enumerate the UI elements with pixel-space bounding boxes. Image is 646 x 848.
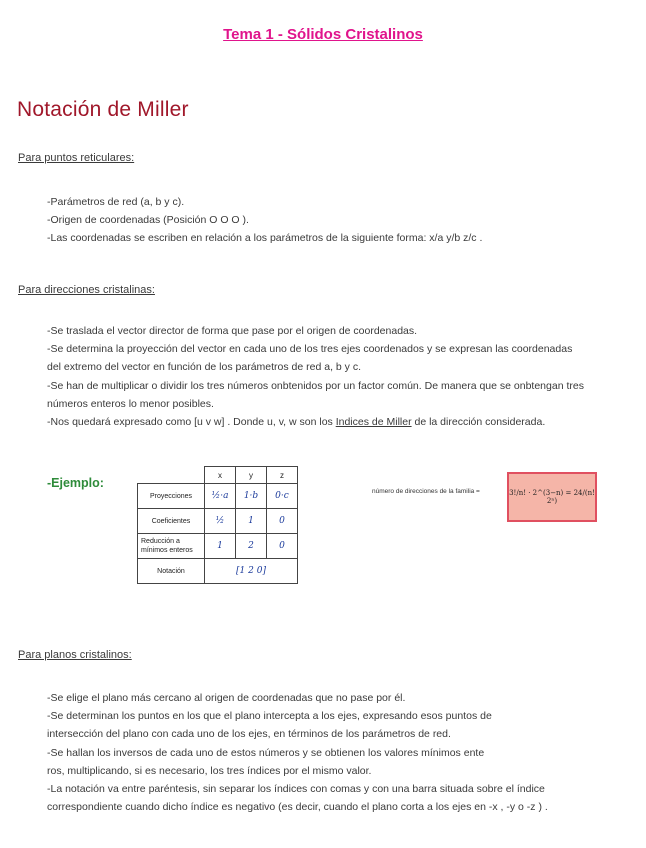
table-row [138, 467, 298, 484]
planes-line: -Se hallan los inversos de cada uno de estos números y se obtienen los valores mínimos ente [47, 746, 485, 759]
points-line: -Las coordenadas se escriben en relación a los parámetros de la siguiente forma: x/a y/b z/c . [47, 232, 483, 245]
row-label: Proyecciones [138, 484, 205, 509]
planes-paragraph [47, 689, 548, 816]
formula-caption: número de direcciones de la familia = [372, 488, 480, 495]
table-cell: ½·a [205, 484, 236, 509]
directions-line: del extremo del vector en función de los parámetros de red a, b y c. [47, 361, 362, 374]
notation-cell: [1 2 0] [205, 559, 298, 584]
row-label: Reducción a mínimos enteros [138, 534, 205, 559]
directions-line: -Se determina la proyección del vector en cada uno de los tres ejes coordenados y se expresan las coordenadas [47, 343, 573, 356]
miller-indices-link: Indices de Miller [335, 416, 412, 429]
table-row [138, 509, 298, 534]
directions-line [47, 413, 584, 431]
table-cell: 1·b [236, 484, 267, 509]
table-cell: 1 [205, 534, 236, 559]
row-label: Coeficientes [138, 509, 205, 534]
table-cell: 2 [236, 534, 267, 559]
subsection-label-planes: Para planos cristalinos: [18, 649, 132, 661]
directions-line: números enteros lo menor posibles. [47, 397, 214, 410]
planes-line: ros, multiplicando, si es necesario, los tres índices por el mismo valor. [47, 764, 372, 777]
example-label: -Ejemplo: [47, 476, 104, 490]
subsection-label-directions: Para direcciones cristalinas: [18, 284, 155, 296]
planes-line: -Se determinan los puntos en los que el plano intercepta a los ejes, expresando esos puntos de [47, 710, 492, 723]
points-paragraph [47, 193, 482, 248]
table-cell: 0·c [267, 484, 298, 509]
miller-example-table [137, 466, 298, 584]
formula-box: 3!/n! · 2^(3−n) = 24/(n! 2ⁿ) [507, 472, 597, 522]
directions-line: -Se traslada el vector director de forma que pase por el origen de coordenadas. [47, 325, 418, 337]
axis-header: z [267, 467, 298, 484]
planes-line: -La notación va entre paréntesis, sin separar los índices con comas y con una barra situada sobre el índice [47, 783, 545, 796]
points-line: -Parámetros de red (a, b y c). [47, 196, 185, 208]
row-label: Notación [138, 559, 205, 584]
axis-header: y [236, 467, 267, 484]
directions-text: -Nos quedará expresado como [u v w] . Donde u, v, w son los [47, 416, 336, 429]
directions-paragraph [47, 322, 584, 431]
planes-line: correspondiente cuando dicho índice es negativo (es decir, cuando el plano corta a los ejes en -x , -y o -z ) . [47, 801, 548, 814]
planes-line: intersección del plano con cada uno de los ejes, en términos de los parámetros de red. [47, 728, 451, 741]
table-cell: 0 [267, 509, 298, 534]
planes-line: -Se elige el plano más cercano al origen de coordenadas que no pase por él. [47, 692, 406, 704]
directions-line: -Se han de multiplicar o dividir los tres números onbtenidos por un factor común. De manera que se onbtengan tres [47, 379, 584, 392]
table-cell: 1 [236, 509, 267, 534]
table-row [138, 534, 298, 559]
section-heading: Notación de Miller [17, 98, 189, 121]
axis-header: x [205, 467, 236, 484]
subsection-label-points: Para puntos reticulares: [18, 152, 135, 164]
table-cell: ½ [205, 509, 236, 534]
points-line: -Origen de coordenadas (Posición O O O ). [47, 214, 249, 227]
directions-text: de la dirección considerada. [411, 416, 546, 429]
table-row [138, 484, 298, 509]
table-cell: 0 [267, 534, 298, 559]
page-title: Tema 1 - Sólidos Cristalinos [223, 26, 423, 43]
table-row [138, 559, 298, 584]
